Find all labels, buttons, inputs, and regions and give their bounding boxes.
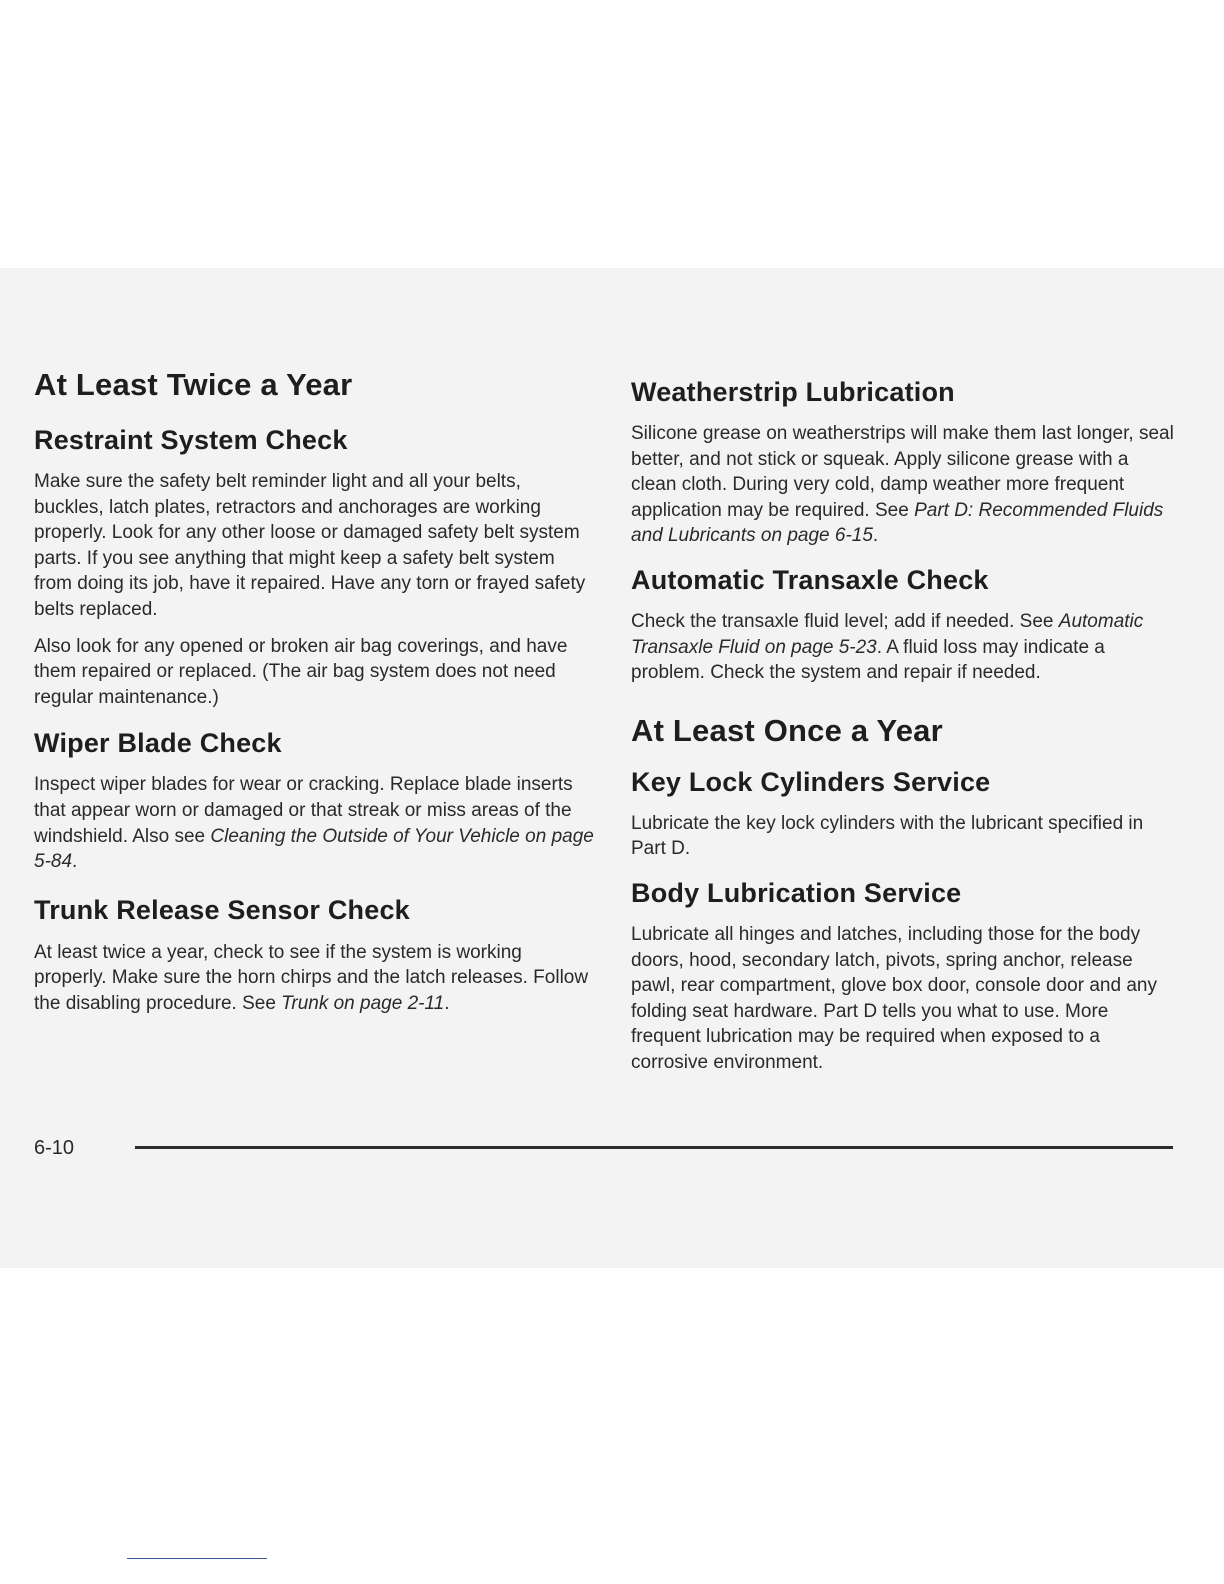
trunk-reference-link[interactable]: Trunk on page 2-11 bbox=[281, 992, 445, 1014]
body-lubrication-paragraph: Lubricate all hinges and latches, including those for the body doors, hood, secondary latch, pivots, spring anchor, release pawl, rear compartment, glove box door, console door and any folding seat hardware. Part D tells you what to use. More frequent lubrication may be required when exposed to a corrosive environment. bbox=[631, 923, 1157, 1073]
wiper-text: Inspect wiper blades for wear or cracking. Replace blade inserts that appear worn or damaged or that streak or miss areas of the windshield. Also see bbox=[34, 774, 573, 847]
heading-body-lubrication-service: Body Lubrication Service bbox=[631, 877, 962, 908]
trunk-period: . bbox=[444, 992, 450, 1014]
footer-divider bbox=[135, 1146, 1173, 1149]
right-column bbox=[631, 366, 1179, 1076]
transaxle-reference-link[interactable]: Automatic Transaxle Fluid on page 5-23 bbox=[631, 610, 1144, 658]
weatherstrip-text: Silicone grease on weatherstrips will make them last longer, seal better, and not stick or squeak. Apply silicone grease with a clean cloth. During very cold, damp weather more frequent application may be required. See bbox=[631, 423, 1174, 521]
heading-automatic-transaxle-check: Automatic Transaxle Check bbox=[631, 564, 989, 595]
heading-at-least-twice-a-year: At Least Twice a Year bbox=[34, 367, 353, 402]
weatherstrip-period: . bbox=[872, 525, 879, 547]
heading-trunk-release-sensor-check: Trunk Release Sensor Check bbox=[34, 894, 410, 925]
keylock-paragraph: Lubricate the key lock cylinders with the lubricant specified in Part D. bbox=[631, 812, 1144, 860]
heading-weatherstrip-lubrication: Weatherstrip Lubrication bbox=[631, 377, 955, 407]
left-column bbox=[34, 366, 594, 1017]
weatherstrip-reference-link[interactable]: Part D: Recommended Fluids and Lubricants on page 6-15 bbox=[631, 499, 1164, 547]
wiper-paragraph bbox=[34, 772, 594, 874]
heading-wiper-blade-check: Wiper Blade Check bbox=[34, 728, 282, 759]
transaxle-text-start: Check the transaxle fluid level; add if needed. See bbox=[631, 610, 1054, 632]
transaxle-text-end: . A fluid loss may indicate a problem. Check the system and repair if needed. bbox=[631, 636, 1105, 684]
trunk-paragraph bbox=[34, 940, 594, 1017]
heading-restraint-system-check: Restraint System Check bbox=[34, 425, 348, 455]
bottom-link-line bbox=[127, 1558, 267, 1559]
wiper-reference-link[interactable]: Cleaning the Outside of Your Vehicle on page 5-84 bbox=[34, 825, 594, 873]
wiper-period: . bbox=[72, 851, 78, 873]
heading-at-least-once-a-year: At Least Once a Year bbox=[631, 712, 943, 748]
weatherstrip-paragraph bbox=[631, 421, 1179, 549]
transaxle-paragraph bbox=[631, 609, 1179, 686]
trunk-text: At least twice a year, check to see if the system is working properly. Make sure the horn chirps and the latch releases. Follow the disabling procedure. See bbox=[34, 941, 589, 1014]
restraint-paragraph-2: Also look for any opened or broken air bag coverings, and have them repaired or replaced. (The air bag system does not need regular maintenance.) bbox=[34, 635, 568, 708]
page-number: 6-10 bbox=[34, 1137, 75, 1159]
restraint-paragraph-1: Make sure the safety belt reminder light and all your belts, buckles, latch plates, retractors and anchorages are working properly. Look for any other loose or damaged safety belt system parts. If you see anything that might keep a safety belt system from doing its job, have it repaired. Have any torn or frayed safety belts replaced. bbox=[34, 471, 586, 620]
heading-key-lock-cylinders-service: Key Lock Cylinders Service bbox=[631, 766, 991, 797]
